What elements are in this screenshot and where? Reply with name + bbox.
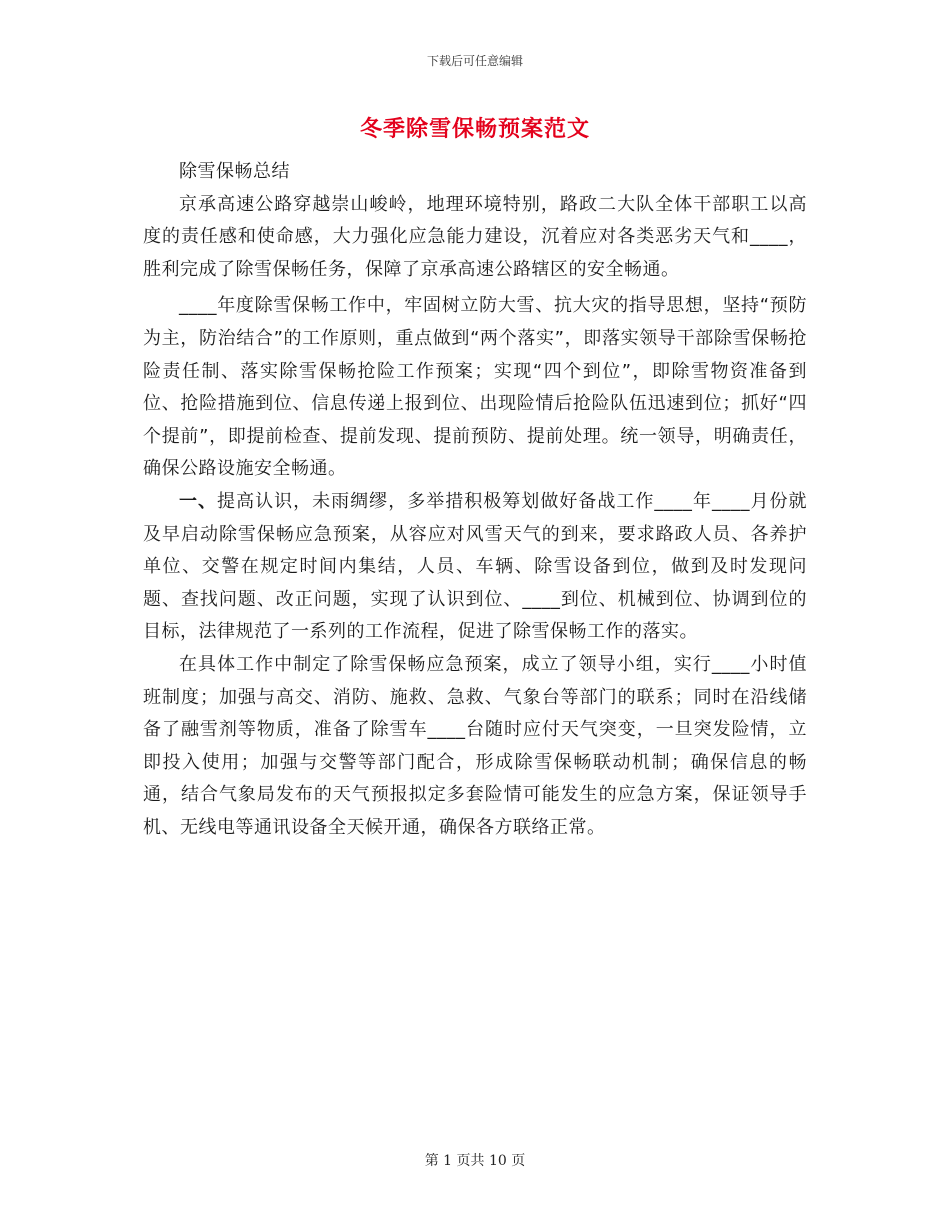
paragraph-text: 在具体工作中制定了除雪保畅应急预案，成立了领导小组，实行____小时值班制度；加强与高交、消防、施救、急救、气象台等部门的联系；同时在沿线储备了融雪剂等物质，准备了除雪车____台随时应付天气突变，一旦突发险情，立即投入使用；加强与交警等部门配合，形成除雪保畅联动机制；确保信息的畅通，结合气象局发布的天气预报拟定多套险情可能发生的应急方案，保证领导手机、无线电等通讯设备全天候开通，确保各方联络正常。 xyxy=(143,653,807,838)
paragraph-text: ____年度除雪保畅工作中，牢固树立防大雪、抗大灾的指导思想，坚持“预防为主，防治结合”的工作原则，重点做到“两个落实”，即落实领导干部除雪保畅抢险责任制、落实除雪保畅抢险工作预案；实现“四个到位”，即除雪物资准备到位、抢险措施到位、信息传递上报到位、出现险情后抢险队伍迅速到位；抓好“四个提前”，即提前检查、提前发现、提前预防、提前处理。统一领导，明确责任，确保公路设施安全畅通。 xyxy=(143,295,807,480)
paragraph-section-one xyxy=(143,486,807,649)
document-body xyxy=(143,156,807,844)
page-footer: 第 1 页共 10 页 xyxy=(424,1153,526,1169)
paragraph-principles xyxy=(143,290,807,486)
paragraph-subheading xyxy=(143,156,807,189)
section-number: 一、 xyxy=(179,490,218,512)
page-header-note: 下载后可任意编辑 xyxy=(426,54,523,68)
paragraph-text: 除雪保畅总结 xyxy=(179,161,290,182)
paragraph-text: 京承高速公路穿越崇山峻岭，地理环境特别，路政二大队全体干部职工以高度的责任感和使命感，大力强化应急能力建设，沉着应对各类恶劣天气和____，胜利完成了除雪保畅任务，保障了京承高速公路辖区的安全畅通。 xyxy=(143,193,807,280)
document-title: 冬季除雪保畅预案范文 xyxy=(359,117,590,142)
paragraph-intro xyxy=(143,189,807,287)
paragraph-measures xyxy=(143,649,807,845)
paragraph-text: 提高认识，未雨绸缪，多举措积极筹划做好备战工作____年____月份就及早启动除雪保畅应急预案，从容应对风雪天气的到来，要求路政人员、各养护单位、交警在规定时间内集结，人员、车辆、除雪设备到位，做到及时发现问题、查找问题、改正问题，实现了认识到位、____到位、机械到位、协调到位的目标，法律规范了一系列的工作流程，促进了除雪保畅工作的落实。 xyxy=(143,490,808,643)
